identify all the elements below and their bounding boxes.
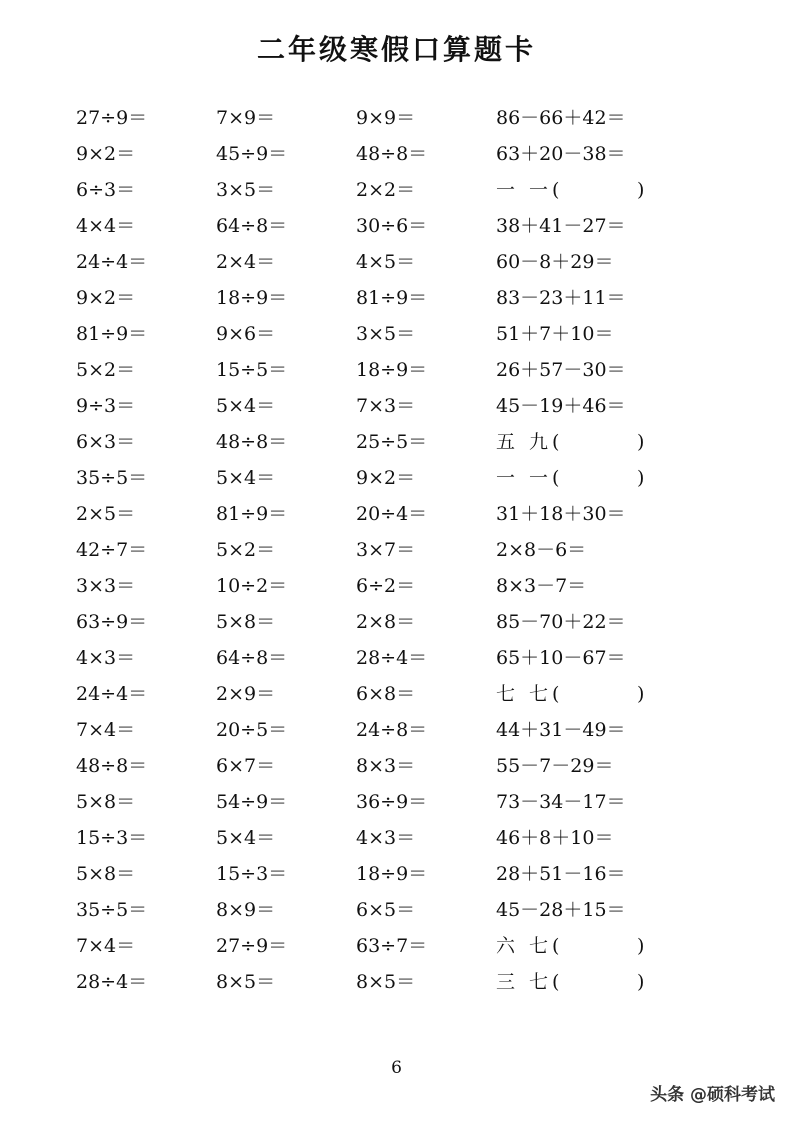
problem-row	[0, 820, 793, 856]
problem-item: 85－70＋22＝	[496, 611, 626, 633]
answer-paren-close: )	[637, 179, 645, 201]
problem-item: 81÷9＝	[216, 503, 288, 525]
problem-item: 5×8＝	[76, 791, 136, 813]
answer-paren-open: (	[552, 935, 560, 957]
problem-item: 36÷9＝	[356, 791, 428, 813]
problem-item: 7×9＝	[216, 107, 276, 129]
problem-item: 73－34－17＝	[496, 791, 626, 813]
problem-item: 2×8＝	[356, 611, 416, 633]
problem-item: 18÷9＝	[356, 359, 428, 381]
problem-item: 25÷5＝	[356, 431, 428, 453]
problem-item: 44＋31－49＝	[496, 719, 626, 741]
problem-item: 4×5＝	[356, 251, 416, 273]
multiplication-verse: 一 一	[496, 179, 553, 201]
problem-item: 63÷7＝	[356, 935, 428, 957]
problem-item: 3×3＝	[76, 575, 136, 597]
problem-item: 5×4＝	[216, 395, 276, 417]
problem-item: 2×8－6＝	[496, 539, 587, 561]
problem-item: 48÷8＝	[76, 755, 148, 777]
problem-item: 35÷5＝	[76, 467, 148, 489]
problem-row	[0, 784, 793, 820]
answer-paren-open: (	[552, 971, 560, 993]
problem-item: 18÷9＝	[216, 287, 288, 309]
problem-item: 6÷2＝	[356, 575, 416, 597]
answer-paren-close: )	[637, 467, 645, 489]
problem-item: 28÷4＝	[76, 971, 148, 993]
problem-item: 6×8＝	[356, 683, 416, 705]
problem-item: 5×4＝	[216, 827, 276, 849]
problem-item: 5×8＝	[216, 611, 276, 633]
problem-item: 5×2＝	[76, 359, 136, 381]
multiplication-verse: 六 七	[496, 935, 553, 957]
answer-paren-open: (	[552, 431, 560, 453]
problem-row	[0, 316, 793, 352]
answer-paren-close: )	[637, 935, 645, 957]
problem-row	[0, 928, 793, 964]
problem-item: 45÷9＝	[216, 143, 288, 165]
problem-row	[0, 244, 793, 280]
problem-item: 5×4＝	[216, 467, 276, 489]
multiplication-verse: 三 七	[496, 971, 553, 993]
answer-paren-close: )	[637, 683, 645, 705]
problem-row	[0, 172, 793, 208]
problem-item: 46＋8＋10＝	[496, 827, 614, 849]
problem-item: 3×5＝	[216, 179, 276, 201]
problem-item: 6×5＝	[356, 899, 416, 921]
multiplication-verse: 五 九	[496, 431, 553, 453]
problem-row	[0, 604, 793, 640]
problem-item: 81÷9＝	[76, 323, 148, 345]
problem-item: 3×5＝	[356, 323, 416, 345]
problem-item: 2×5＝	[76, 503, 136, 525]
problem-row	[0, 676, 793, 712]
problem-item: 42÷7＝	[76, 539, 148, 561]
problem-row	[0, 568, 793, 604]
problem-item: 2×2＝	[356, 179, 416, 201]
problem-item: 4×3＝	[356, 827, 416, 849]
problem-item: 9×2＝	[356, 467, 416, 489]
answer-paren-open: (	[552, 683, 560, 705]
problem-item: 30÷6＝	[356, 215, 428, 237]
problem-item: 35÷5＝	[76, 899, 148, 921]
problem-row	[0, 208, 793, 244]
problem-item: 5×8＝	[76, 863, 136, 885]
answer-paren-open: (	[552, 179, 560, 201]
problem-item: 9×2＝	[76, 143, 136, 165]
problem-item: 8×9＝	[216, 899, 276, 921]
problem-item: 27÷9＝	[76, 107, 148, 129]
problem-row	[0, 388, 793, 424]
problem-item: 24÷8＝	[356, 719, 428, 741]
problem-item: 86－66＋42＝	[496, 107, 626, 129]
problem-item: 83－23＋11＝	[496, 287, 626, 309]
problem-item: 45－19＋46＝	[496, 395, 626, 417]
problem-item: 26＋57－30＝	[496, 359, 626, 381]
problem-item: 8×3＝	[356, 755, 416, 777]
problem-row	[0, 712, 793, 748]
problem-item: 63÷9＝	[76, 611, 148, 633]
problem-item: 18÷9＝	[356, 863, 428, 885]
problem-item: 6÷3＝	[76, 179, 136, 201]
problem-item: 20÷5＝	[216, 719, 288, 741]
problem-item: 64÷8＝	[216, 215, 288, 237]
problem-item: 54÷9＝	[216, 791, 288, 813]
problem-item: 28＋51－16＝	[496, 863, 626, 885]
problem-item: 15÷3＝	[216, 863, 288, 885]
multiplication-verse: 七 七	[496, 683, 553, 705]
problem-item: 3×7＝	[356, 539, 416, 561]
problem-row	[0, 424, 793, 460]
problem-grid	[0, 100, 793, 1000]
problem-row	[0, 460, 793, 496]
answer-paren-open: (	[552, 467, 560, 489]
problem-item: 51＋7＋10＝	[496, 323, 614, 345]
problem-item: 9×6＝	[216, 323, 276, 345]
watermark: 头条 @硕科考试	[650, 1085, 775, 1105]
problem-item: 8×5＝	[216, 971, 276, 993]
problem-item: 20÷4＝	[356, 503, 428, 525]
problem-item: 15÷5＝	[216, 359, 288, 381]
problem-row	[0, 892, 793, 928]
problem-item: 81÷9＝	[356, 287, 428, 309]
problem-item: 7×3＝	[356, 395, 416, 417]
problem-item: 48÷8＝	[216, 431, 288, 453]
problem-row	[0, 100, 793, 136]
multiplication-verse: 一 一	[496, 467, 553, 489]
problem-item: 27÷9＝	[216, 935, 288, 957]
problem-item: 48÷8＝	[356, 143, 428, 165]
problem-item: 15÷3＝	[76, 827, 148, 849]
problem-item: 60－8＋29＝	[496, 251, 614, 273]
problem-item: 64÷8＝	[216, 647, 288, 669]
problem-item: 10÷2＝	[216, 575, 288, 597]
problem-item: 4×3＝	[76, 647, 136, 669]
problem-item: 2×4＝	[216, 251, 276, 273]
problem-row	[0, 496, 793, 532]
problem-item: 7×4＝	[76, 719, 136, 741]
problem-item: 55－7－29＝	[496, 755, 614, 777]
problem-row	[0, 532, 793, 568]
problem-item: 6×7＝	[216, 755, 276, 777]
problem-row	[0, 640, 793, 676]
problem-item: 4×4＝	[76, 215, 136, 237]
problem-item: 28÷4＝	[356, 647, 428, 669]
page-title: 二年级寒假口算题卡	[256, 33, 536, 66]
problem-item: 45－28＋15＝	[496, 899, 626, 921]
problem-row	[0, 964, 793, 1000]
answer-paren-close: )	[637, 431, 645, 453]
problem-item: 6×3＝	[76, 431, 136, 453]
problem-item: 24÷4＝	[76, 251, 148, 273]
problem-row	[0, 136, 793, 172]
problem-item: 24÷4＝	[76, 683, 148, 705]
problem-item: 7×4＝	[76, 935, 136, 957]
answer-paren-close: )	[637, 971, 645, 993]
problem-item: 8×3－7＝	[496, 575, 587, 597]
problem-row	[0, 748, 793, 784]
problem-item: 63＋20－38＝	[496, 143, 626, 165]
problem-item: 38＋41－27＝	[496, 215, 626, 237]
page-number: 6	[391, 1058, 402, 1078]
problem-row	[0, 280, 793, 316]
problem-item: 31＋18＋30＝	[496, 503, 626, 525]
problem-item: 2×9＝	[216, 683, 276, 705]
problem-row	[0, 352, 793, 388]
problem-item: 65＋10－67＝	[496, 647, 626, 669]
problem-item: 9×9＝	[356, 107, 416, 129]
problem-item: 5×2＝	[216, 539, 276, 561]
problem-item: 9÷3＝	[76, 395, 136, 417]
problem-item: 9×2＝	[76, 287, 136, 309]
problem-item: 8×5＝	[356, 971, 416, 993]
problem-row	[0, 856, 793, 892]
